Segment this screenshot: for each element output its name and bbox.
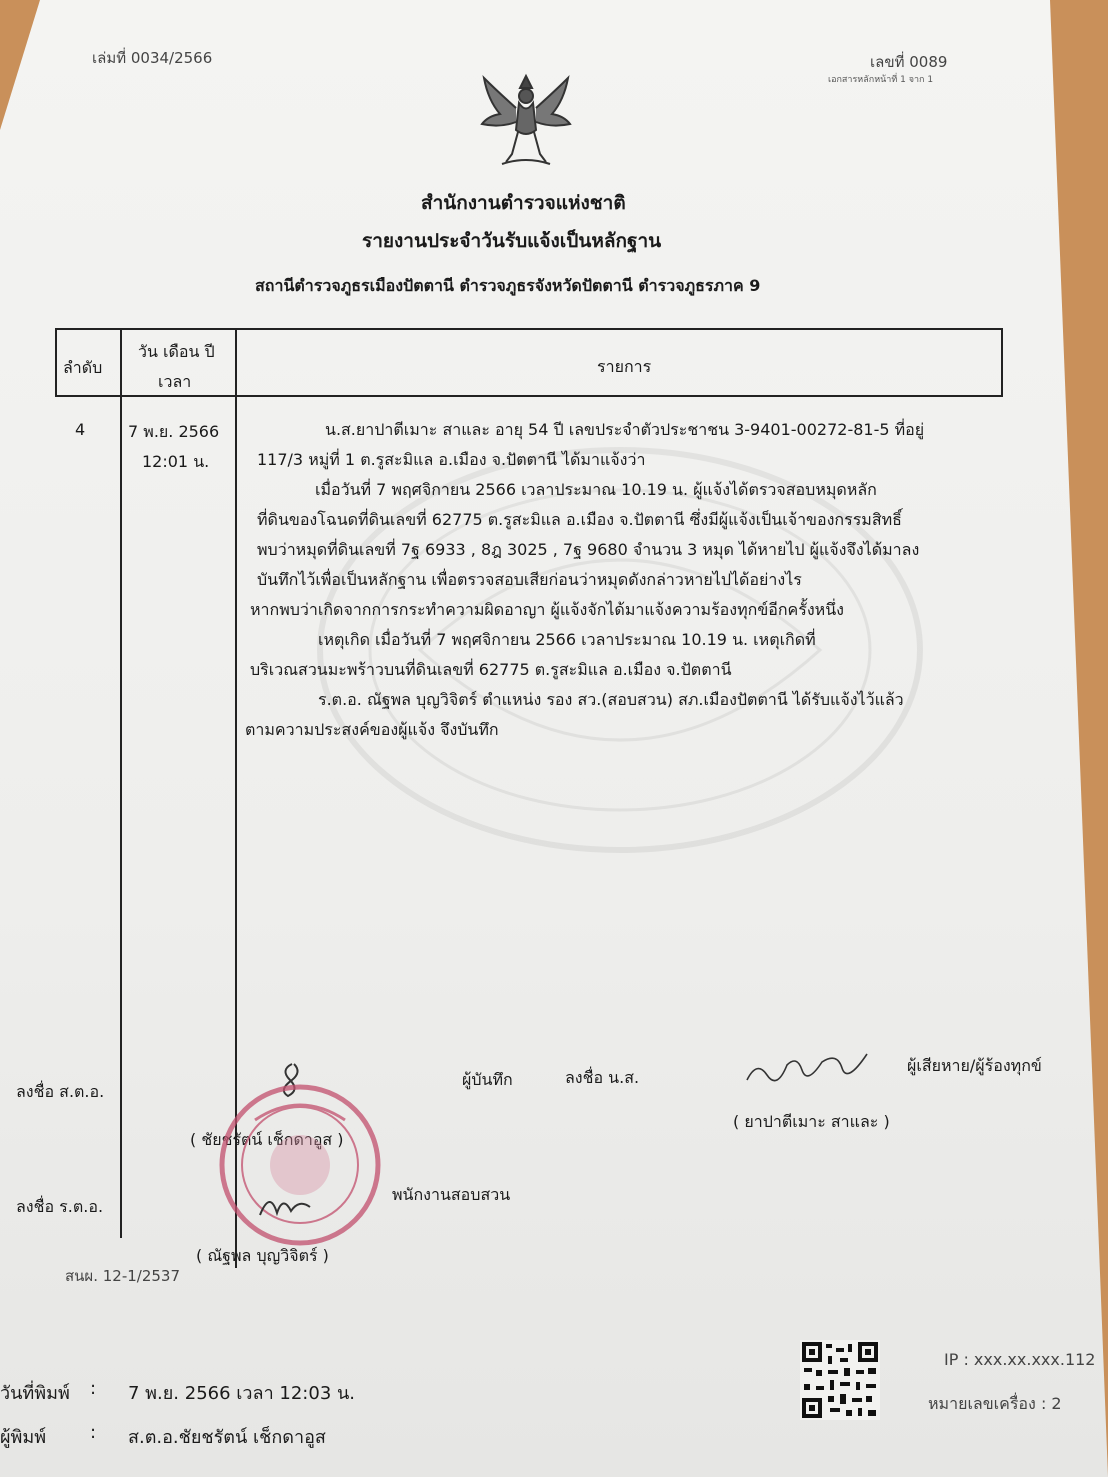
row-number: 4 [75,420,86,439]
column-divider-1 [120,328,122,1238]
investigator-role: พนักงานสอบสวน [392,1185,511,1204]
print-date-value: 7 พ.ย. 2566 เวลา 12:03 น. [128,1383,356,1404]
form-code: สนผ. 12-1/2537 [65,1267,181,1285]
table-header-border [55,395,1003,397]
garuda-emblem-icon [478,70,574,172]
book-number: เล่มที่ 0034/2566 [92,49,213,67]
recorder-sign-label: ลงชื่อ ส.ต.อ. [16,1082,105,1101]
victim-name: ( ยาปาตีเมาะ สาและ ) [733,1112,890,1131]
printer-label: ผู้พิมพ์ [0,1427,47,1448]
table-right-border [1001,328,1003,396]
detail-line: เหตุเกิด เมื่อวันที่ 7 พฤศจิกายน 2566 เวลาประมาณ 10.19 น. เหตุเกิดที่ [318,630,816,649]
row-date: 7 พ.ย. 2566 [128,422,220,441]
investigator-signature [255,1185,315,1225]
detail-line: น.ส.ยาปาตีเมาะ สาและ อายุ 54 ปี เลขประจำตัวประชาชน 3-9401-00272-81-5 ที่อยู่ [325,420,925,439]
detail-line: ที่ดินของโฉนดที่ดินเลขที่ 62775 ต.รูสะมิแล อ.เมือง จ.ปัตตานี ซึ่งมีผู้แจ้งเป็นเจ้าของกรรมสิทธิ์ [257,510,902,529]
table-top-border [55,328,1003,330]
detail-line: 117/3 หมู่ที่ 1 ต.รูสะมิแล อ.เมือง จ.ปัตตานี ได้มาแจ้งว่า [257,450,646,469]
detail-line: พบว่าหมุดที่ดินเลขที่ 7ฐ 6933 , 8ฎ 3025 , 7ฐ 9680 จำนวน 3 หมุด ได้หายไป ผู้แจ้งจึงได้มาลง [257,540,920,559]
recorder-name: ( ชัยชรัตน์ เช็กดาอูส ) [190,1130,344,1149]
report-title: รายงานประจำวันรับแจ้งเป็นหลักฐาน [362,230,662,252]
detail-line: ตามความประสงค์ของผู้แจ้ง จึงบันทึก [245,720,499,739]
victim-role: ผู้เสียหาย/ผู้ร้องทุกข์ [907,1056,1042,1075]
detail-line: เมื่อวันที่ 7 พฤศจิกายน 2566 เวลาประมาณ 10.19 น. ผู้แจ้งได้ตรวจสอบหมุดหลัก [315,480,877,499]
col-header-no: ลำดับ [63,358,103,377]
col-header-time: เวลา [158,372,192,391]
printer-name: ส.ต.อ.ชัยชรัตน์ เช็กดาอูส [128,1427,326,1448]
victim-sign-label: ลงชื่อ น.ส. [565,1068,640,1087]
printer-separator: : [90,1422,97,1443]
document-number: เลขที่ 0089 [870,53,948,71]
table-left-border [55,328,57,396]
col-header-date: วัน เดือน ปี [138,342,215,361]
detail-line: ร.ต.อ. ณัฐพล บุญวิจิตร์ ตำแหน่ง รอง สว.(สอบสวน) สภ.เมืองปัตตานี ได้รับแจ้งไว้แล้ว [318,690,904,709]
agency-title: สำนักงานตำรวจแห่งชาติ [421,192,626,214]
print-date-label: วันที่พิมพ์ [0,1383,70,1404]
ip-address: IP : xxx.xx.xxx.112 [944,1350,1096,1369]
detail-line: หากพบว่าเกิดจากการกระทำความผิดอาญา ผู้แจ้งจักได้มาแจ้งความร้องทุกข์อีกครั้งหนึ่ง [250,600,844,619]
col-header-detail: รายการ [597,357,652,376]
machine-number: หมายเลขเครื่อง : 2 [928,1394,1062,1413]
detail-line: บันทึกไว้เพื่อเป็นหลักฐาน เพื่อตรวจสอบเสียก่อนว่าหมุดดังกล่าวหายไปได้อย่างไร [257,570,802,589]
recorder-role: ผู้บันทึก [462,1070,513,1089]
row-time: 12:01 น. [142,452,210,471]
victim-signature [742,1040,872,1090]
investigator-name: ( ณัฐพล บุญวิจิตร์ ) [196,1246,329,1265]
qr-code-icon [800,1340,880,1420]
investigator-sign-label: ลงชื่อ ร.ต.อ. [16,1197,104,1216]
detail-line: บริเวณสวนมะพร้าวบนที่ดินเลขที่ 62775 ต.รูสะมิแล อ.เมือง จ.ปัตตานี [250,660,732,679]
print-date-separator: : [90,1378,97,1399]
station-name: สถานีตำรวจภูธรเมืองปัตตานี ตำรวจภูธรจังหวัดปัตตานี ตำรวจภูธรภาค 9 [255,276,761,295]
page-info: เอกสารหลักหน้าที่ 1 จาก 1 [828,75,934,85]
